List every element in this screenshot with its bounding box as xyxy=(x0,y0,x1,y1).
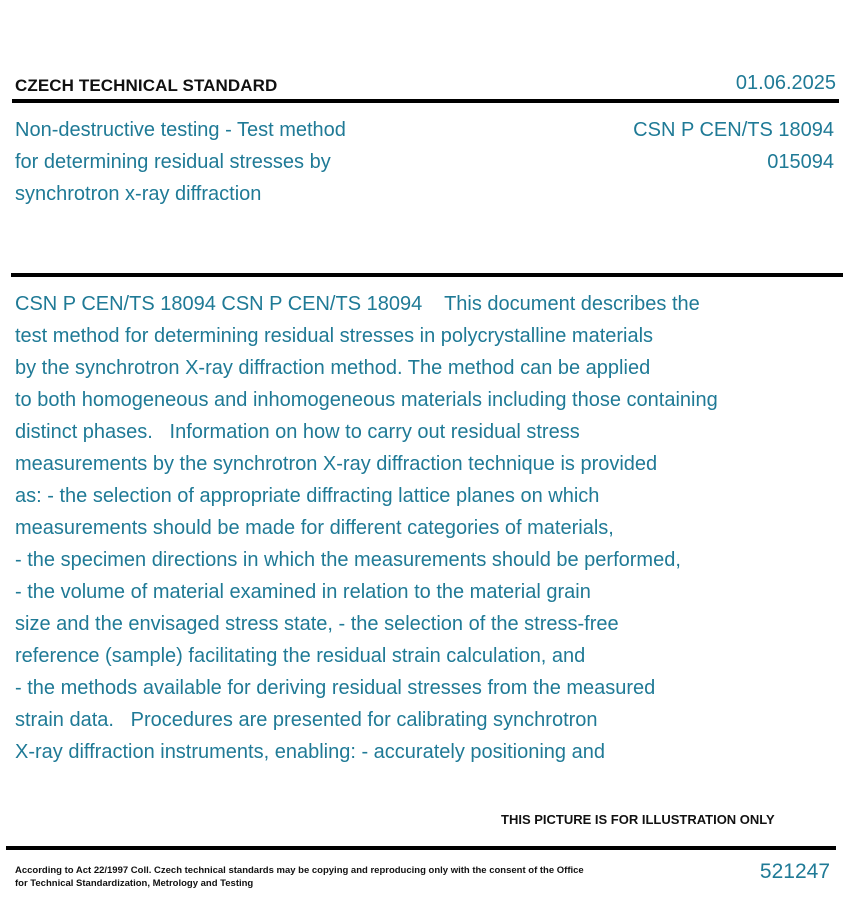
abstract-line: - the volume of material examined in relation to the material grain xyxy=(15,581,591,603)
abstract-line: distinct phases. Information on how to carry out residual stress xyxy=(15,421,580,443)
abstract-line: X-ray diffraction instruments, enabling: - accurately positioning and xyxy=(15,741,605,763)
catalog-number: 015094 xyxy=(767,151,834,173)
legal-notice xyxy=(15,864,605,890)
abstract-line: - the methods available for deriving residual stresses from the measured xyxy=(15,677,656,699)
abstract-line: CSN P CEN/TS 18094 CSN P CEN/TS 18094 This document describes the xyxy=(15,293,700,315)
legal-line: According to Act 22/1997 Coll. Czech technical standards may be copying and reproducing only with the consent of the Office xyxy=(15,865,584,876)
abstract-line: strain data. Procedures are presented for calibrating synchrotron xyxy=(15,709,598,731)
abstract-line: - the specimen directions in which the measurements should be performed, xyxy=(15,549,681,571)
title-line: synchrotron x-ray diffraction xyxy=(15,183,262,205)
document-code: 521247 xyxy=(759,860,830,883)
abstract-line: size and the envisaged stress state, - the selection of the stress-free xyxy=(15,613,619,635)
abstract-line: as: - the selection of appropriate diffracting lattice planes on which xyxy=(15,485,600,507)
abstract-line: measurements should be made for different categories of materials, xyxy=(15,517,614,539)
abstract-text xyxy=(15,288,775,768)
footer-divider xyxy=(6,846,836,850)
standard-identifiers xyxy=(633,114,834,178)
abstract-line: measurements by the synchrotron X-ray diffraction technique is provided xyxy=(15,453,658,475)
abstract-line: to both homogeneous and inhomogeneous materials including those containing xyxy=(15,389,718,411)
legal-line: for Technical Standardization, Metrology and Testing xyxy=(15,878,254,889)
title-line: Non-destructive testing - Test method xyxy=(15,119,346,141)
abstract-line: test method for determining residual stresses in polycrystalline materials xyxy=(15,325,654,347)
publication-date: 01.06.2025 xyxy=(735,72,836,94)
section-divider xyxy=(11,273,843,277)
title-line: for determining residual stresses by xyxy=(15,151,331,173)
document-title xyxy=(15,114,415,210)
abstract-line: by the synchrotron X-ray diffraction method. The method can be applied xyxy=(15,357,651,379)
standard-type-label: CZECH TECHNICAL STANDARD xyxy=(15,76,278,95)
illustration-notice: THIS PICTURE IS FOR ILLUSTRATION ONLY xyxy=(501,812,775,827)
header-divider xyxy=(12,99,839,103)
abstract-line: reference (sample) facilitating the residual strain calculation, and xyxy=(15,645,586,667)
standard-number: CSN P CEN/TS 18094 xyxy=(633,119,834,141)
